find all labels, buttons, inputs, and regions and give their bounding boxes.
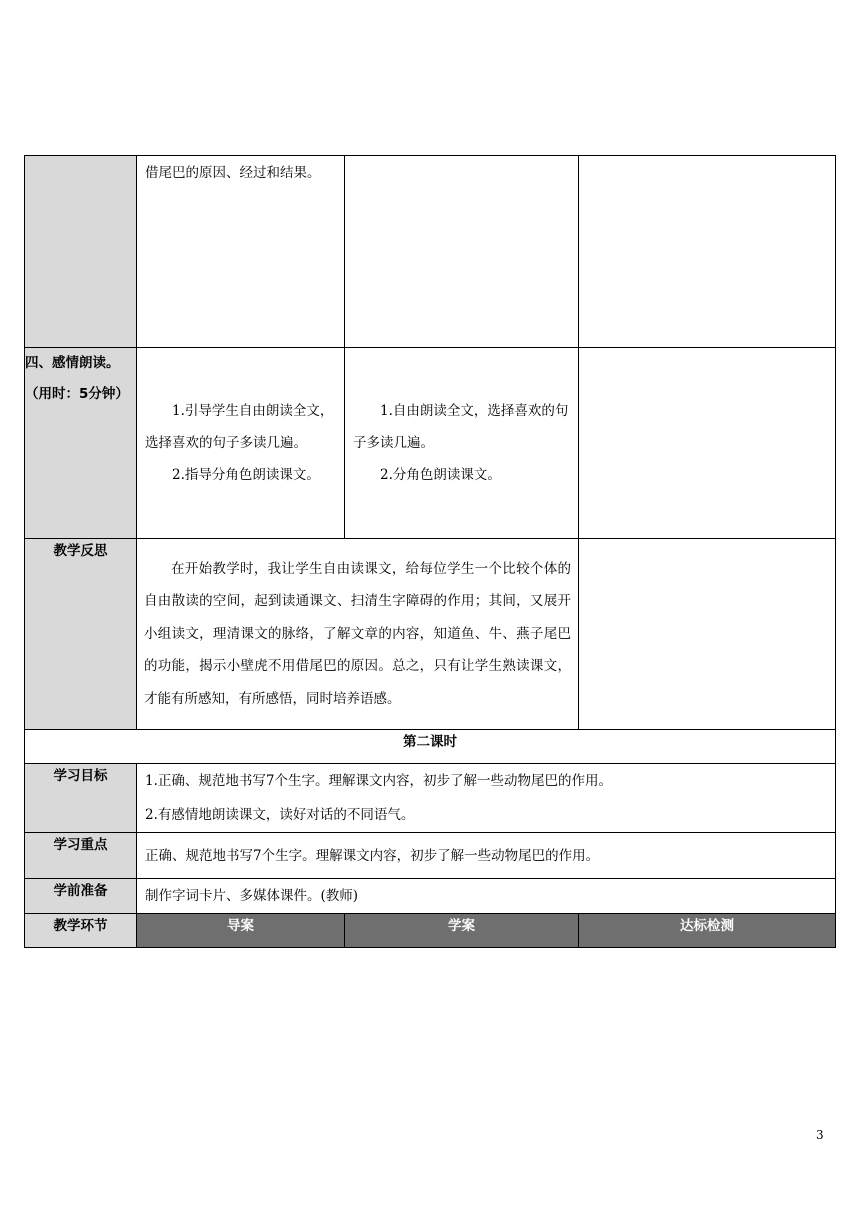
- table-row: [25, 156, 836, 348]
- section-title: 第二课时: [25, 730, 836, 764]
- stage-cell-empty: [25, 156, 137, 348]
- goals-label: 学习目标: [25, 764, 137, 833]
- key-points-label: 学习重点: [25, 833, 137, 879]
- preparation-cell: [137, 879, 836, 914]
- key-points-text: 正确、规范地书写7个生字。理解课文内容，初步了解一些动物尾巴的作用。: [145, 847, 600, 864]
- guide-cell: [137, 156, 345, 348]
- goals-cell: [137, 764, 836, 833]
- guide-header: 导案: [137, 914, 345, 948]
- table-row: [25, 833, 836, 879]
- preparation-label: 学前准备: [25, 879, 137, 914]
- stage-label: 四、感情朗读。（用时：5分钟）: [25, 348, 137, 539]
- study-cell: [345, 156, 579, 348]
- table-row: [25, 730, 836, 764]
- guide-cell: [137, 348, 345, 539]
- reflection-cell: [137, 539, 579, 730]
- preparation-text: 制作字词卡片、多媒体课件。(教师): [145, 888, 359, 904]
- table-row: [25, 539, 836, 730]
- goal-item: 1.正确、规范地书写7个生字。理解课文内容，初步了解一些动物尾巴的作用。: [145, 773, 612, 789]
- check-cell: [579, 348, 836, 539]
- table-row: [25, 914, 836, 948]
- table-row: [25, 348, 836, 539]
- study-cell: [345, 348, 579, 539]
- lesson-plan-table: [24, 155, 836, 948]
- guide-text: 借尾巴的原因、经过和结果。: [145, 165, 321, 181]
- reflection-text: 在开始教学时，我让学生自由读课文，给每位学生一个比较个体的自由散读的空间，起到读通课文、扫清生字障碍的作用；其间，又展开小组读文，理清课文的脉络，了解文章的内容，知道鱼、牛、燕子尾巴的功能，揭示小壁虎不用借尾巴的原因。总之，只有让学生熟读课文，才能有所感知，有所感悟，同时培养语感。: [144, 560, 571, 707]
- study-header: 学案: [345, 914, 579, 948]
- check-header: 达标检测: [579, 914, 836, 948]
- reflection-label: 教学反思: [25, 539, 137, 730]
- check-cell: [579, 156, 836, 348]
- guide-item: 2.指导分角色朗读课文。: [172, 467, 320, 483]
- table-row: [25, 764, 836, 833]
- teaching-stage-header: 教学环节: [25, 914, 137, 948]
- page-number: 3: [816, 1128, 824, 1142]
- table-row: [25, 879, 836, 914]
- key-points-cell: [137, 833, 836, 879]
- guide-item: 1.引导学生自由朗读全文，选择喜欢的句子多读几遍。: [145, 403, 334, 451]
- study-item: 2.分角色朗读课文。: [380, 467, 501, 483]
- check-cell: [579, 539, 836, 730]
- study-item: 1.自由朗读全文，选择喜欢的句子多读几遍。: [353, 403, 569, 451]
- goal-item: 2.有感情地朗读课文，读好对话的不同语气。: [145, 807, 415, 823]
